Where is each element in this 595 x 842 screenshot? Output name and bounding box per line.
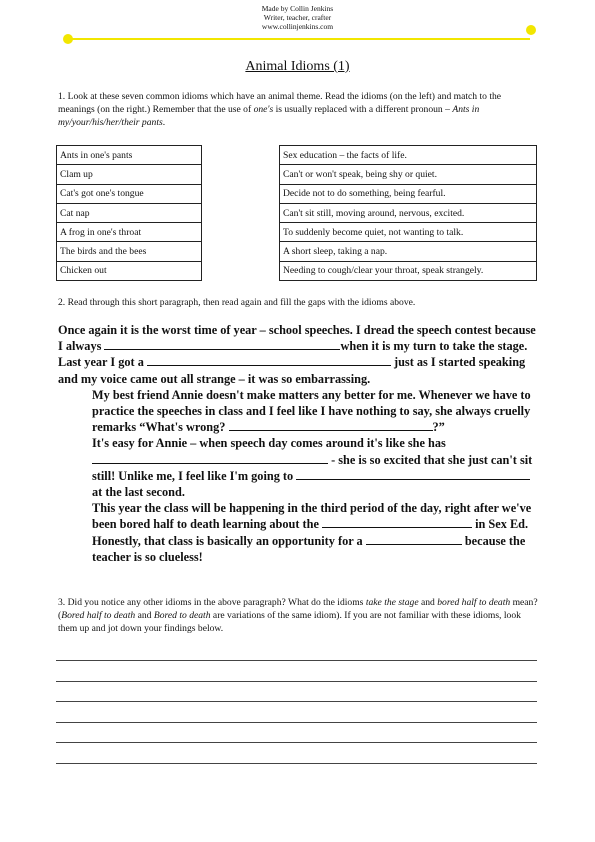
answer-line[interactable] [56,742,537,743]
section3-instructions: 3. Did you notice any other idioms in the above paragraph? What do the idioms take the stage and bored half to death mean? (Bored half to death and Bored to death are variations of the same idiom). If you are not familiar with these idioms, look them up and jot down your findings below. [58,597,538,634]
section1-instructions: 1. Look at these seven common idioms which have an animal theme. Read the idioms (on the left) and match to the meanings (on the right.) Remember that the use of one's is usually replaced with a different pronoun – Ants in my/your/his/her/their pants. [58,91,502,128]
idioms-table [56,145,202,281]
answer-line[interactable] [56,722,537,723]
gap-6[interactable] [322,516,472,528]
gap-1[interactable] [104,338,340,350]
author-credit: Made by Collin Jenkins [261,4,334,13]
gap-4[interactable] [92,452,328,464]
meaning-row-text: A short sleep, taking a nap. [280,242,537,261]
paragraph-1: Once again it is the worst time of year – school speeches. I dread the speech contest because I always when it is my turn to take the stage. Last year I got a just as I started speaking and my voice came out all strange – it was so embarrassing. [58,323,536,386]
meaning-row-text: Can't sit still, moving around, nervous, excited. [280,203,537,222]
meaning-row-text: Sex education – the facts of life. [280,146,537,165]
header-rule [68,38,530,40]
idiom-row-text: A frog in one's throat [57,223,202,242]
meaning-row [280,242,537,261]
meaning-row-text: Decide not to do something, being fearful. [280,184,537,203]
idiom-row [57,242,202,261]
meaning-row-text: Needing to cough/clear your throat, speak strangely. [280,261,537,280]
meaning-row-text: Can't or won't speak, being shy or quiet. [280,165,537,184]
meaning-row [280,184,537,203]
paragraph-2: My best friend Annie doesn't make matters any better for me. Whenever we have to practice the speeches in class and I feel like I have nothing to say, she always cruelly remarks “What's wrong? ?” [92,387,531,435]
meaning-row [280,203,537,222]
section2-instructions: 2. Read through this short paragraph, then read again and fill the gaps with the idioms above. [58,297,416,308]
rule-dot-left [63,34,73,44]
meanings-table [279,145,537,281]
answer-line[interactable] [56,763,537,764]
idiom-row-text: Chicken out [57,261,202,280]
gap-2[interactable] [147,354,391,366]
idiom-row [57,223,202,242]
gap-5[interactable] [296,468,530,480]
answer-lines [56,660,537,783]
page-title: Animal Idioms (1) [245,59,350,74]
meaning-row [280,165,537,184]
idiom-row-text: Ants in one's pants [57,146,202,165]
paragraph-3: It's easy for Annie – when speech day comes around it's like she has - she is so excited that she just can't sit still! Unlike me, I feel like I'm going to at the last second. [92,436,533,500]
idiom-row [57,146,202,165]
gap-7[interactable] [366,533,462,545]
gap-3[interactable] [229,419,433,431]
answer-line[interactable] [56,701,537,702]
paragraph-4: This year the class will be happening in the third period of the day, right after we've been bored half to death learning about the in Sex Ed. Honestly, that class is basically an opportunity for a because the teacher is so clueless! [92,501,532,564]
gap-fill-paragraph [58,322,540,565]
rule-dot-right [526,25,536,35]
author-role: Writer, teacher, crafter [263,13,332,22]
idiom-row-text: Clam up [57,165,202,184]
idiom-row [57,203,202,222]
meaning-row [280,223,537,242]
idiom-row-text: The birds and the bees [57,242,202,261]
idiom-row [57,184,202,203]
meaning-row-text: To suddenly become quiet, not wanting to talk. [280,223,537,242]
author-website: www.collinjenkins.com [261,22,334,31]
meaning-row [280,146,537,165]
idiom-row [57,261,202,280]
idiom-row [57,165,202,184]
idiom-row-text: Cat nap [57,203,202,222]
meaning-row [280,261,537,280]
idiom-row-text: Cat's got one's tongue [57,184,202,203]
answer-line[interactable] [56,681,537,682]
answer-line[interactable] [56,660,537,661]
